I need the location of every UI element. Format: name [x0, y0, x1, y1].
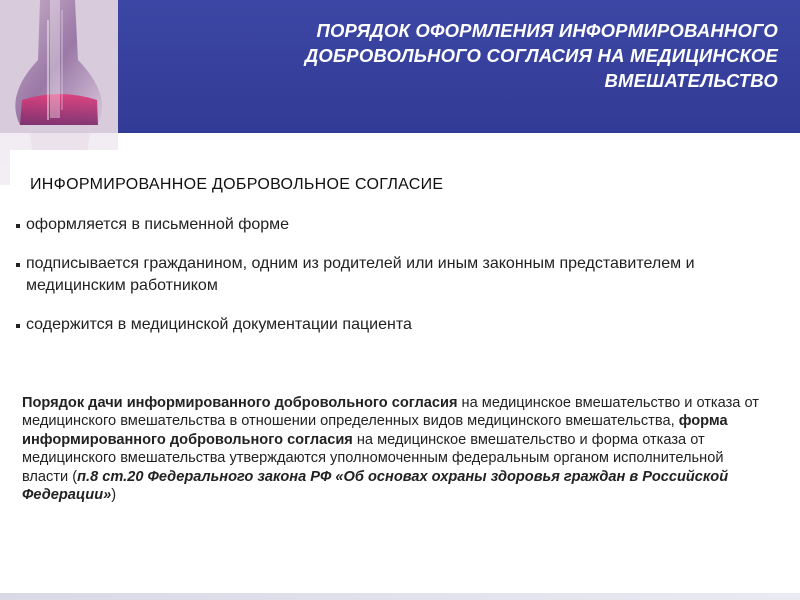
bullet-text: содержится в медицинской документации пациента	[26, 316, 412, 333]
list-item	[16, 314, 776, 336]
list-item	[16, 214, 776, 236]
section-subtitle: ИНФОРМИРОВАННОЕ ДОБРОВОЛЬНОЕ СОГЛАСИЕ	[30, 176, 444, 193]
bullet-text: оформляется в письменной форме	[26, 216, 290, 233]
para-text-2: на медицинское вмешательство и форма отказа от медицинского вмешательства утверждаются уполномоченным федеральным органом исполнительной власти (	[22, 431, 724, 485]
para-text-1: на медицинское вмешательство и отказа от медицинского вмешательства в отношении определенных видов медицинского вмешательства,	[22, 395, 759, 430]
page-title: ПОРЯДОК ОФОРМЛЕНИЯ ИНФОРМИРОВАННОГО ДОБРОВОЛЬНОГО СОГЛАСИЯ НА МЕДИЦИНСКОЕ ВМЕШАТЕЛЬСТВО	[304, 20, 778, 91]
bullet-list	[16, 214, 776, 353]
para-bold-2: форма информированного добровольного согласия	[22, 413, 728, 448]
consent-procedure-paragraph	[22, 394, 772, 504]
bottom-stripe	[0, 593, 800, 600]
para-text-3: )	[111, 487, 117, 504]
law-reference: п.8 ст.20 Федерального закона РФ «Об основах охраны здоровья граждан в Российской Федерации»	[22, 468, 729, 504]
para-bold-1: Порядок дачи информированного добровольного согласия	[22, 395, 458, 411]
bullet-text: подписывается гражданином, одним из родителей или иным законным представителем и медицинским работником	[26, 255, 695, 294]
list-item	[16, 253, 776, 297]
